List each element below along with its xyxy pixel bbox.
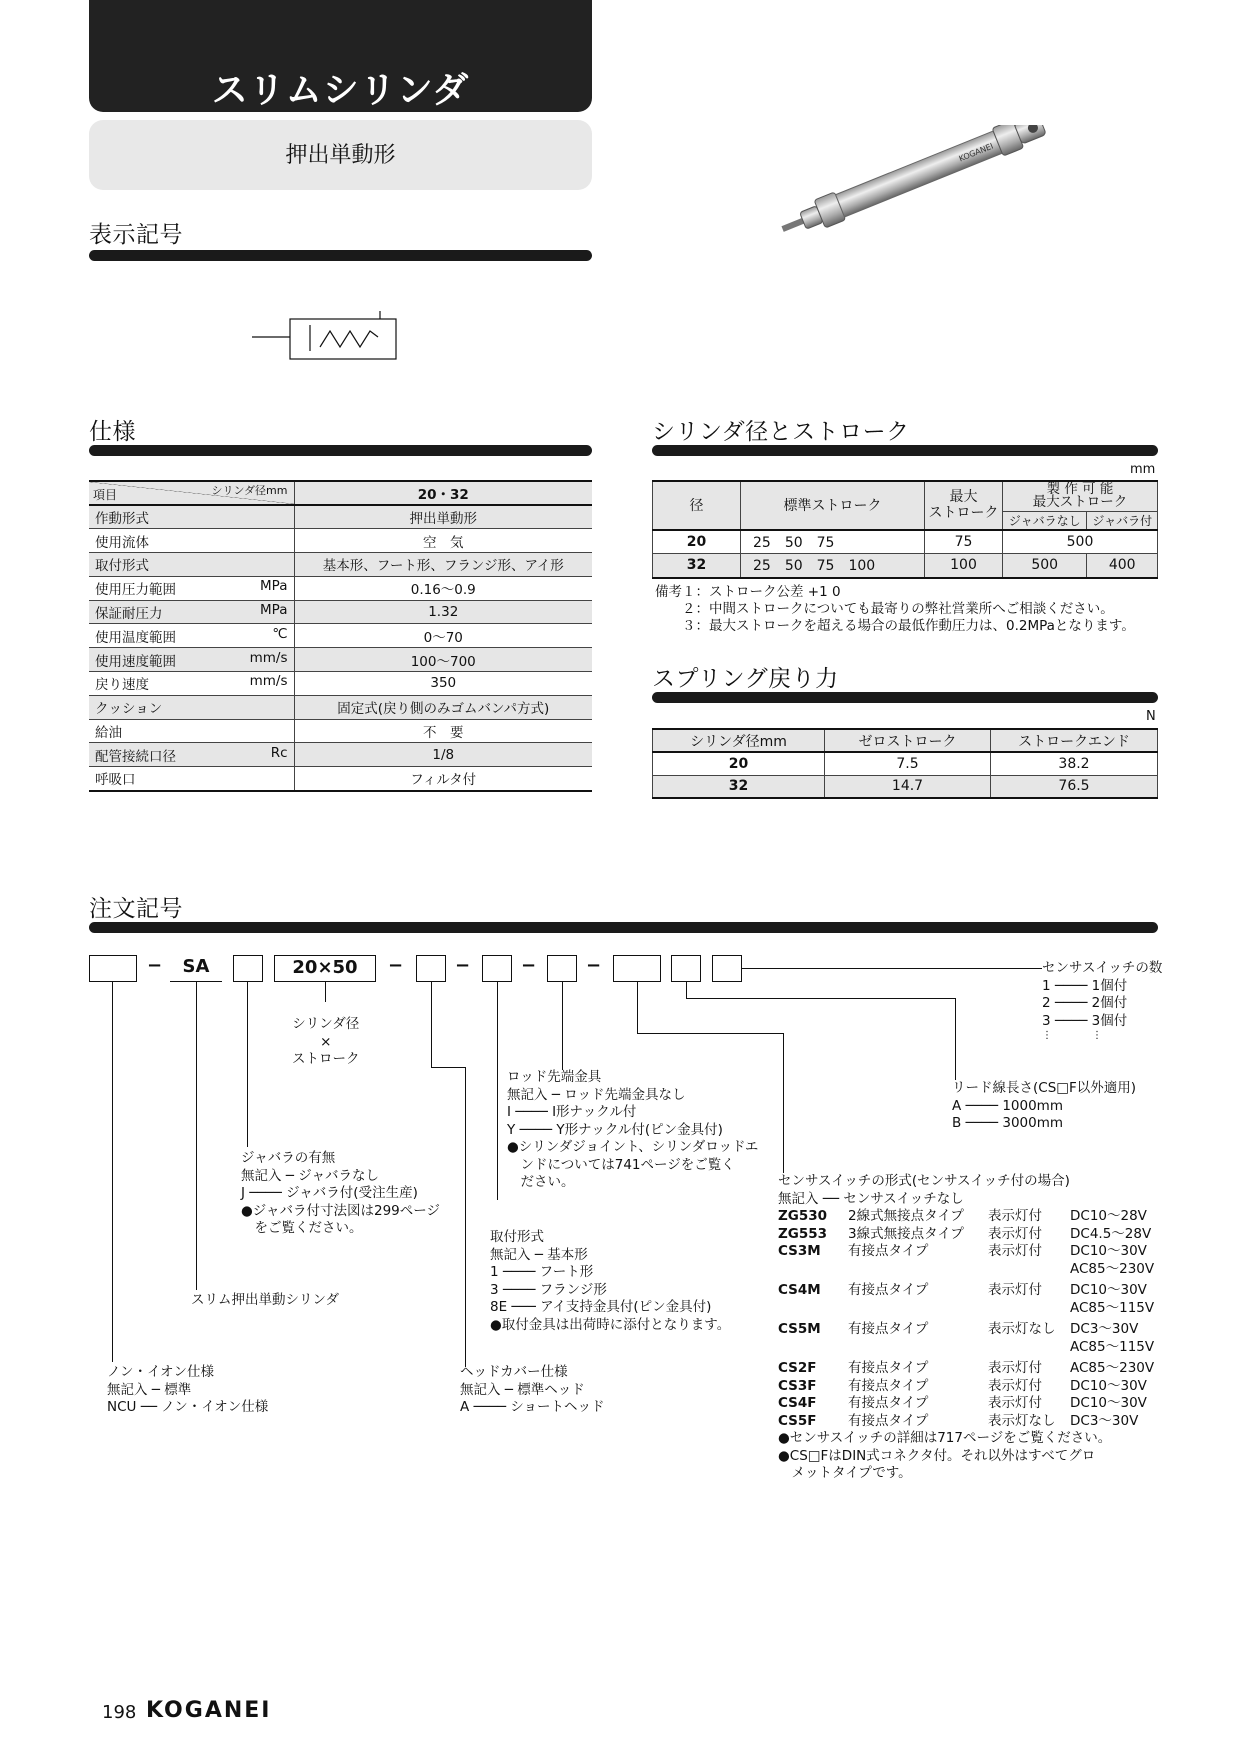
spec-label: 使用圧力範囲 — [95, 582, 176, 599]
order-box-head — [482, 955, 512, 982]
order-box-sensor — [613, 955, 661, 982]
table-row — [89, 529, 592, 553]
sensor-lamp: 表示灯付 — [988, 1377, 1042, 1394]
table-row — [89, 672, 592, 696]
sensor-lamp: 表示灯付 — [988, 1395, 1042, 1411]
sensor-count-line: ⋮ ⋮ — [1042, 1030, 1102, 1041]
spec-unit: MPa — [260, 578, 288, 595]
sensor-kind: 3線式無接点タイプ — [848, 1225, 964, 1242]
sensor-kind: 2線式無接点タイプ — [848, 1208, 964, 1224]
leader-line — [637, 982, 638, 1034]
spec-value: フィルタ付 — [294, 767, 592, 791]
stroke-h-possible: 製 作 可 能 最大ストローク — [1003, 481, 1158, 511]
spring-h-zero: ゼロストローク — [825, 729, 991, 752]
sensor-kind: 有接点タイプ — [848, 1321, 929, 1337]
sensor-type-block — [778, 1173, 1180, 1483]
spring-table — [652, 728, 1158, 799]
spring-h-bore: シリンダ径mm — [653, 729, 825, 752]
sensor-type-row — [778, 1360, 1180, 1378]
stroke-unit: mm — [1130, 462, 1156, 477]
spec-value: 空 気 — [294, 529, 592, 553]
sensor-code: CS5M — [778, 1321, 821, 1337]
sensor-note: ●センサスイッチの詳細は717ページをご覧ください。 — [778, 1430, 1112, 1446]
mount-line: 1 ──── フート形 — [490, 1264, 594, 1280]
sensor-type-rows — [778, 1208, 1180, 1430]
sensor-note: メットタイプです。 — [778, 1465, 912, 1481]
order-box-rod — [547, 955, 577, 982]
leader-line — [742, 968, 1042, 969]
cylinder-image — [755, 125, 1065, 245]
leader-line — [112, 982, 113, 1362]
table-row — [89, 648, 592, 672]
non-ion-title: ノン・イオン仕様 — [107, 1364, 215, 1380]
page-subtitle: 押出単動形 — [89, 120, 592, 190]
stroke-max: 75 — [925, 530, 1003, 554]
leader-line — [247, 982, 248, 1147]
spec-unit: mm/s — [249, 673, 288, 690]
table-row — [89, 553, 592, 577]
table-row — [653, 554, 1158, 578]
sensor-code: CS3F — [778, 1377, 817, 1394]
order-dash: − — [388, 955, 404, 976]
sensor-type-title: センサスイッチの形式(センサスイッチ付の場合) — [778, 1173, 1070, 1189]
table-row — [89, 576, 592, 600]
note-line: ２：中間ストロークについても最寄りの弊社営業所へご相談ください。 — [655, 601, 1114, 617]
spring-bore: 32 — [653, 775, 825, 798]
sensor-type-row — [778, 1378, 1180, 1396]
mount-line: 無記入 ─ 基本形 — [490, 1246, 588, 1263]
spec-value: 押出単動形 — [294, 505, 592, 529]
spec-table — [89, 480, 592, 792]
stroke-h-max: 最大 ストローク — [925, 481, 1003, 530]
head-cover-title: ヘッドカバー仕様 — [460, 1364, 568, 1380]
stroke-notes — [655, 584, 1135, 635]
order-dash: − — [586, 955, 602, 976]
spec-unit: MPa — [260, 602, 288, 619]
order-size: 20×50 — [274, 955, 376, 982]
rod-end-line: ●シリンダジョイント、シリンダロッドエ — [507, 1139, 759, 1155]
sensor-count-line: 1 ──── 1個付 — [1042, 977, 1128, 994]
sensor-lamp: 表示灯付 — [988, 1225, 1042, 1242]
spec-value: 100～700 — [294, 648, 592, 672]
section-bar — [89, 922, 1158, 933]
note-line: ３：最大ストロークを超える場合の最低作動圧力は、0.2MPaとなります。 — [655, 618, 1135, 634]
spec-label: 給油 — [95, 725, 122, 742]
sensor-code — [778, 1300, 848, 1318]
leader-line — [196, 982, 197, 1290]
spec-label: 使用流体 — [95, 534, 149, 551]
order-box-mount — [416, 955, 446, 982]
rod-end-line: Y ──── Y形ナックル付(ピン金具付) — [507, 1121, 723, 1138]
lead-title: リード線長さ(CS□F以外適用) — [952, 1080, 1137, 1096]
mount-line: 3 ──── フランジ形 — [490, 1281, 607, 1298]
sensor-volt: AC85～230V — [1070, 1260, 1155, 1277]
stroke-table — [652, 480, 1158, 579]
bellows-title: ジャバラの有無 — [241, 1150, 336, 1166]
sensor-code: CS5F — [778, 1412, 817, 1429]
sensor-kind: 有接点タイプ — [848, 1395, 929, 1411]
sensor-type-row — [778, 1321, 1180, 1339]
rod-end-line: 無記入 ─ ロッド先端金具なし — [507, 1086, 686, 1103]
spec-value: 0.16～0.9 — [294, 576, 592, 600]
sensor-count-title: センサスイッチの数 — [1042, 960, 1163, 976]
sensor-volt: DC3～30V — [1070, 1412, 1139, 1429]
bellows-block — [241, 1150, 440, 1238]
bore-stroke-line: × — [320, 1033, 332, 1050]
table-row — [89, 743, 592, 767]
sensor-type-row — [778, 1395, 1180, 1413]
sensor-code: CS3M — [778, 1243, 821, 1259]
spring-zero: 14.7 — [825, 775, 991, 798]
leader-line — [325, 982, 326, 1002]
table-row — [89, 624, 592, 648]
spec-unit: ℃ — [272, 625, 288, 642]
order-sa: SA — [170, 955, 222, 982]
cylinder-symbol — [250, 305, 400, 365]
sensor-kind — [848, 1339, 988, 1357]
sensor-volt: DC10～30V — [1070, 1395, 1147, 1411]
bellows-line: J ──── ジャバラ付(受注生産) — [241, 1185, 418, 1201]
sensor-count-line: 3 ──── 3個付 — [1042, 1012, 1128, 1029]
sensor-kind — [848, 1300, 988, 1318]
order-dash: − — [521, 955, 537, 976]
spec-value: 1.32 — [294, 600, 592, 624]
order-dash: − — [147, 955, 163, 976]
spring-section-title: スプリング戻り力 — [652, 666, 839, 692]
sensor-volt: DC10～30V — [1070, 1243, 1147, 1259]
stroke-std: 25 50 75 100 — [741, 554, 925, 578]
bellows-line: 無記入 ─ ジャバラなし — [241, 1167, 379, 1184]
spec-label: 使用温度範囲 — [95, 629, 176, 646]
leader-line — [955, 998, 956, 1080]
sensor-lamp: 表示灯なし — [988, 1321, 1056, 1337]
stroke-section-title: シリンダ径とストローク — [652, 419, 910, 445]
rod-end-line: ださい。 — [507, 1174, 575, 1190]
stroke-h-bellows: ジャバラ付 — [1087, 511, 1158, 530]
table-row — [89, 600, 592, 624]
sensor-kind — [848, 1261, 988, 1279]
sensor-lamp — [988, 1300, 1070, 1318]
spec-label: 配管接続口径 — [95, 748, 176, 765]
spec-value: 基本形、フート形、フランジ形、アイ形 — [294, 553, 592, 577]
leader-line — [431, 982, 432, 1067]
sensor-kind: 有接点タイプ — [848, 1412, 929, 1429]
page-title: スリムシリンダ — [89, 0, 592, 112]
spring-end: 76.5 — [991, 775, 1158, 798]
sensor-lamp: 表示灯なし — [988, 1412, 1056, 1429]
sensor-lamp — [988, 1261, 1070, 1279]
bore-stroke-line: ストローク — [292, 1051, 360, 1067]
sensor-type-row — [778, 1261, 1180, 1279]
sensor-type-row — [778, 1413, 1180, 1431]
stroke-no-bellows: 500 — [1003, 530, 1158, 554]
sensor-type-row — [778, 1339, 1180, 1357]
sensor-volt: AC85～115V — [1070, 1338, 1155, 1355]
spring-unit: N — [1146, 709, 1156, 724]
mount-line: ●取付金具は出荷時に添付となります。 — [490, 1316, 731, 1333]
order-box-count — [712, 955, 742, 982]
section-bar — [652, 445, 1158, 456]
sensor-kind: 有接点タイプ — [848, 1282, 929, 1298]
order-box-bellows — [233, 955, 263, 982]
spec-label: 取付形式 — [95, 558, 149, 575]
svg-text:KOGANEI: KOGANEI — [957, 141, 995, 164]
stroke-max: 100 — [925, 554, 1003, 578]
sensor-code: CS4M — [778, 1282, 821, 1298]
spec-label: 戻り速度 — [95, 677, 149, 694]
sensor-lamp: 表示灯付 — [988, 1208, 1042, 1224]
sensor-type-row — [778, 1300, 1180, 1318]
spring-zero: 7.5 — [825, 752, 991, 775]
leader-line — [686, 998, 956, 999]
spec-value: 不 要 — [294, 719, 592, 743]
leader-line — [686, 982, 687, 999]
mount-line: 8E ─── アイ支持金具付(ピン金具付) — [490, 1299, 712, 1315]
sensor-volt: DC4.5～28V — [1070, 1225, 1152, 1242]
note-line: 備考１：ストローク公差 +1 0 — [655, 584, 841, 600]
leader-line — [637, 1033, 784, 1034]
rod-end-line: I ──── I形ナックル付 — [507, 1104, 637, 1120]
leader-line — [783, 1033, 784, 1173]
order-box-lead — [671, 955, 701, 982]
spec-section-title: 仕様 — [89, 419, 136, 445]
rod-end-line: ンドについては741ページをご覧く — [507, 1156, 735, 1173]
non-ion-block — [107, 1364, 268, 1417]
sensor-code: CS4F — [778, 1395, 817, 1411]
sensor-count-block — [1042, 960, 1162, 1042]
mount-block — [490, 1229, 730, 1334]
stroke-std: 25 50 75 — [741, 530, 925, 554]
sensor-type-row — [778, 1243, 1180, 1261]
spec-label: 呼吸口 — [95, 772, 136, 789]
spec-value: 350 — [294, 672, 592, 696]
bore-stroke-line: シリンダ径 — [292, 1016, 360, 1032]
leader-line — [497, 982, 498, 1200]
spec-value: 0～70 — [294, 624, 592, 648]
leader-line — [562, 982, 563, 1070]
head-cover-line: 無記入 ─ 標準ヘッド — [460, 1381, 585, 1398]
spec-label: 使用速度範囲 — [95, 653, 176, 670]
spec-value: 1/8 — [294, 743, 592, 767]
bellows-line: をご覧ください。 — [241, 1220, 363, 1236]
table-row — [89, 695, 592, 719]
sensor-lamp: 表示灯付 — [988, 1243, 1042, 1259]
bore-stroke-block — [292, 1016, 360, 1069]
leader-line — [465, 1067, 466, 1367]
leader-line — [431, 1067, 466, 1068]
stroke-bore: 20 — [653, 530, 741, 554]
order-section-title: 注文記号 — [89, 896, 183, 922]
spec-unit: mm/s — [249, 649, 288, 666]
spring-end: 38.2 — [991, 752, 1158, 775]
lead-line: B ──── 3000mm — [952, 1115, 1064, 1131]
lead-block — [952, 1080, 1136, 1133]
stroke-bore: 32 — [653, 554, 741, 578]
section-bar — [89, 445, 592, 456]
sensor-code: ZG553 — [778, 1225, 828, 1242]
spec-header-item: 項目 — [93, 488, 118, 502]
head-cover-block — [460, 1364, 605, 1417]
spring-h-end: ストロークエンド — [991, 729, 1158, 752]
spec-header-value: 20・32 — [294, 481, 592, 505]
head-cover-line: A ──── ショートヘッド — [460, 1399, 605, 1415]
bellows-line: ●ジャバラ付寸法図は299ページ — [241, 1202, 441, 1219]
mount-title: 取付形式 — [490, 1229, 544, 1245]
sensor-kind: 有接点タイプ — [848, 1360, 929, 1376]
spec-label: クッション — [95, 701, 163, 718]
sensor-volt: DC3～30V — [1070, 1321, 1139, 1337]
brand-logo: KOGANEI — [146, 1698, 272, 1723]
symbol-section-title: 表示記号 — [89, 222, 183, 248]
order-dash: − — [455, 955, 471, 976]
table-row — [89, 719, 592, 743]
sensor-volt: DC10～30V — [1070, 1282, 1147, 1298]
non-ion-line: NCU ── ノン・イオン仕様 — [107, 1399, 269, 1415]
section-bar — [89, 250, 592, 261]
sensor-code: ZG530 — [778, 1208, 828, 1224]
sensor-volt: DC10～28V — [1070, 1208, 1147, 1224]
sensor-lamp: 表示灯付 — [988, 1360, 1042, 1376]
lead-line: A ──── 1000mm — [952, 1097, 1063, 1114]
section-bar — [652, 692, 1158, 703]
stroke-h-std: 標準ストローク — [741, 481, 925, 530]
order-box-nonion — [89, 955, 137, 982]
spec-label: 保証耐圧力 — [95, 606, 163, 623]
sensor-volt: DC10～30V — [1070, 1377, 1147, 1394]
spec-header-bore: シリンダ径mm — [211, 484, 288, 497]
sensor-lamp — [988, 1339, 1070, 1357]
rod-end-block — [507, 1069, 758, 1192]
sensor-volt: AC85～230V — [1070, 1360, 1155, 1376]
spec-label: 作動形式 — [95, 511, 149, 528]
stroke-h-no-bellows: ジャバラなし — [1003, 511, 1087, 530]
stroke-no-bellows: 500 — [1003, 554, 1087, 578]
model-name: スリム押出単動シリンダ — [191, 1292, 339, 1308]
table-row — [653, 775, 1158, 798]
stroke-h-bore: 径 — [653, 481, 741, 530]
spec-value: 固定式(戻り側のみゴムバンパ方式) — [294, 695, 592, 719]
sensor-code: CS2F — [778, 1360, 817, 1376]
table-row — [89, 767, 592, 791]
sensor-count-line: 2 ──── 2個付 — [1042, 995, 1128, 1011]
sensor-type-row — [778, 1282, 1180, 1300]
sensor-code — [778, 1261, 848, 1279]
table-row — [653, 530, 1158, 554]
sensor-volt: AC85～115V — [1070, 1299, 1155, 1316]
table-row — [653, 752, 1158, 775]
spec-unit: Rc — [270, 744, 288, 761]
rod-end-title: ロッド先端金具 — [507, 1069, 602, 1085]
sensor-type-none: 無記入 ── センサスイッチなし — [778, 1190, 964, 1207]
sensor-code — [778, 1339, 848, 1357]
sensor-note: ●CS□FはDIN式コネクタ付。それ以外はすべてグロ — [778, 1447, 1096, 1464]
sensor-type-row — [778, 1208, 1180, 1226]
sensor-lamp: 表示灯付 — [988, 1282, 1042, 1298]
non-ion-line: 無記入 ─ 標準 — [107, 1381, 192, 1398]
spring-bore: 20 — [653, 752, 825, 775]
table-row — [89, 505, 592, 529]
stroke-bellows: 400 — [1087, 554, 1158, 578]
page-number: 198 — [102, 1702, 137, 1723]
sensor-type-row — [778, 1226, 1180, 1244]
sensor-kind: 有接点タイプ — [848, 1377, 929, 1394]
sensor-kind: 有接点タイプ — [848, 1243, 929, 1259]
